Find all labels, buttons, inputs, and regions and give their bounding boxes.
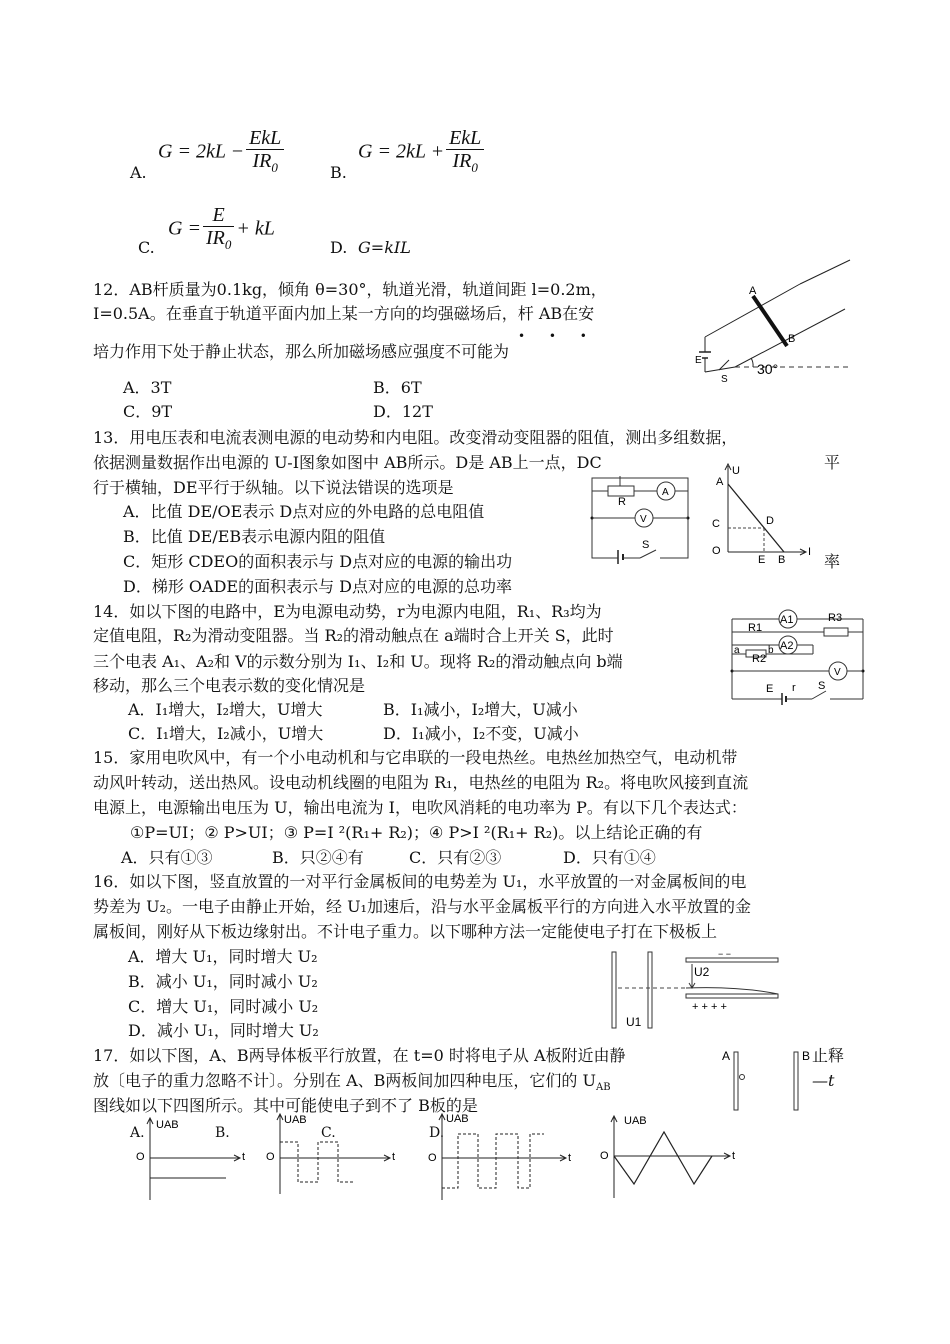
q12-label-a: A	[749, 285, 757, 297]
q13-line-2: 依据测量数据作出电源的 U-I图象如图中 AB所示。D是 AB上一点，DC	[93, 453, 602, 472]
q17-line-1: 17．如以下图，A、B两导体板平行放置，在 t=0 时将电子从 A板附近由静	[93, 1046, 626, 1065]
q17-graph-a	[130, 1112, 250, 1202]
q17-b-t: t	[392, 1151, 396, 1163]
q14-line-1: 14．如以下图的电路中，E为电源电动势，r为电源内电阻，R₁、R₃均为	[93, 602, 602, 621]
q12-label-b: B	[788, 333, 796, 345]
q13-option-c-tail: 率	[824, 552, 841, 571]
q16-line-3: 属板间，刚好从下板边缘射出。不计电子重力。以下哪种方法一定能使电子打在下极板上	[93, 922, 718, 941]
q13-circuit-a: A	[662, 487, 669, 498]
q11-option-d-label: D.	[330, 238, 348, 257]
q13-option-a: A．比值 DE/OE表示 D点对应的外电路的总电阻值	[123, 502, 485, 521]
q17-line-3: 图线如以下四图所示。其中可能使电子到不了 B板的是	[93, 1096, 478, 1115]
q17-d-uab: UAB	[624, 1115, 647, 1127]
q13-graph-b: B	[778, 554, 786, 566]
q12-rail-figure	[695, 262, 855, 387]
q12-line-3: 培力作用下处于静止状态，那么所加磁场感应强度不可能为	[93, 342, 510, 361]
q11-option-a-formula: G = 2kL − $\frac{\text{EkL}}{IR_0}$	[158, 127, 286, 179]
q17-b-o: O	[266, 1151, 275, 1163]
q14-circuit-s: S	[818, 680, 826, 692]
q13-graph-d: D	[766, 515, 774, 527]
q13-graph-i: I	[808, 546, 812, 558]
q17-graph-c	[428, 1110, 578, 1202]
q17-a-uab: UAB	[156, 1119, 179, 1131]
q14-circuit-r1: R1	[748, 622, 763, 634]
q13-circuit-s: S	[642, 539, 650, 551]
q17-c-o: O	[428, 1152, 437, 1164]
q14-circuit-b: b	[768, 645, 774, 656]
q13-line-2-tail: 平	[824, 453, 841, 472]
q14-circuit-v: V	[834, 667, 841, 678]
q15-option-c: C．只有②③	[409, 848, 502, 867]
q14-circuit-a1: A1	[780, 614, 794, 626]
q15-line-4: ①P=UI；② P>UI；③ P=I ²(R₁+ R₂)；④ P>I ²(R₁+ R₂)。以上结论正确的有	[130, 823, 703, 842]
q17-graph-b	[262, 1112, 402, 1202]
q11-option-c-label: C.	[138, 238, 155, 257]
q12-label-s: S	[721, 374, 728, 385]
q17-d-t: t	[732, 1150, 736, 1162]
q17-b-uab: UAB	[284, 1114, 307, 1126]
q16-line-1: 16．如以下图，竖直放置的一对平行金属板间的电势差为 U₁，水平放置的一对金属板间的电	[93, 872, 747, 891]
q16-option-b: B．减小 U₁，同时减小 U₂	[128, 972, 318, 991]
q13-line-1: 13．用电压表和电流表测电源的电动势和内电阻。改变滑动变阻器的阻值，测出多组数据，	[93, 428, 738, 447]
q17-line-2-tail: —t	[812, 1071, 835, 1090]
q17-graph-d	[598, 1110, 748, 1202]
q15-option-d: D．只有①④	[563, 848, 656, 867]
q17-option-a-label: A.	[130, 1125, 145, 1141]
q16-option-c: C．增大 U₁，同时减小 U₂	[128, 997, 319, 1016]
q14-circuit-e: E	[766, 683, 774, 695]
q13-graph-a: A	[716, 476, 724, 488]
q12-option-b: B．6T	[373, 378, 422, 397]
q12-option-c: C．9T	[123, 402, 173, 421]
q17-c-uab: UAB	[446, 1113, 469, 1125]
q12-angle-label: 30°	[757, 361, 779, 377]
q14-circuit-r2: R2	[752, 653, 767, 665]
q14-circuit-a: a	[734, 645, 740, 656]
q12-option-a: A．3T	[123, 378, 172, 397]
q14-option-c: C．I₁增大，I₂减小，U增大	[128, 724, 324, 743]
q13-circuit-v: V	[640, 514, 647, 525]
q17-plate-b: B	[802, 1049, 811, 1063]
q16-option-d: D．减小 U₁，同时增大 U₂	[128, 1021, 319, 1040]
q14-option-a: A．I₁增大，I₂增大，U增大	[128, 700, 323, 719]
q13-ui-graph	[706, 460, 821, 565]
q16-line-2: 势差为 U₂。一电子由静止开始，经 U₁加速后，沿与水平金属板平行的方向进入水平放置的金	[93, 897, 751, 916]
q14-option-d: D．I₁减小，I₂不变，U减小	[383, 724, 579, 743]
q13-graph-c: C	[712, 518, 720, 530]
q16-label-u1: U1	[626, 1015, 642, 1029]
q15-option-b: B．只②④有	[272, 848, 364, 867]
q16-minus-signs: − −	[718, 949, 732, 959]
q12-line-2: I=0.5A。在垂直于轨道平面内加上某一方向的均强磁场后，杆 AB在安	[93, 304, 595, 323]
q14-line-4: 移动，那么三个电表示数的变化情况是	[93, 676, 366, 695]
q17-option-d-label: D.	[429, 1125, 445, 1141]
q15-line-2: 动风叶转动，送出热风。设电动机线圈的电阻为 R₁，电热丝的电阻为 R₂。将电吹风接到直流	[93, 773, 749, 792]
q12-line-1: 12．AB杆质量为0.1kg，倾角 θ=30°，轨道光滑，轨道间距 l=0.2m，	[93, 280, 607, 299]
q14-circuit-figure	[728, 605, 868, 705]
q12-option-d: D．12T	[373, 402, 433, 421]
q11-option-c-formula: G = $\frac{E}{IR_0}$ + kL	[168, 204, 275, 252]
q17-option-c-label: C.	[321, 1125, 336, 1141]
q14-circuit-a2: A2	[780, 640, 794, 652]
q11-option-b-label: B.	[330, 163, 347, 182]
q12-emphasis-dots: • • •	[518, 329, 597, 343]
q17-line-1-tail: 止释	[812, 1046, 845, 1065]
q17-a-t: t	[242, 1151, 246, 1163]
q14-circuit-r: r	[792, 682, 796, 694]
q13-option-b: B．比值 DE/EB表示电源内阻的阻值	[123, 527, 386, 546]
q12-label-e: E	[695, 355, 702, 366]
q15-option-a: A．只有①③	[121, 848, 213, 867]
q17-a-o: O	[136, 1151, 145, 1163]
q16-plus-signs: + + + +	[692, 1001, 727, 1013]
q13-circuit-r: R	[618, 496, 626, 508]
q17-plate-a: A	[722, 1049, 731, 1063]
q13-option-d: D．梯形 OADE的面积表示与 D点对应的电源的总功率	[123, 577, 513, 596]
q17-line-2: 放〔电子的重力忽略不计〕。分别在 A、B两板间加四种电压，它们的 $U_{AB}$	[93, 1071, 611, 1094]
q16-label-u2: U2	[694, 965, 710, 979]
q13-graph-o: O	[712, 545, 721, 557]
q13-line-3: 行于横轴，DE平行于纵轴。以下说法错误的选项是	[93, 478, 454, 497]
q14-line-3: 三个电表 A₁、A₂和 V的示数分别为 I₁、I₂和 U。现将 R₂的滑动触点向 b端	[93, 652, 623, 671]
q13-circuit-figure	[590, 474, 700, 564]
q11-option-d-text: G=kIL	[358, 238, 411, 257]
q14-circuit-r3: R3	[828, 612, 843, 624]
q16-option-a: A．增大 U₁，同时增大 U₂	[128, 947, 318, 966]
q17-d-o: O	[600, 1150, 609, 1162]
q11-option-a-label: A.	[130, 163, 147, 182]
q15-line-3: 电源上，电源输出电压为 U，输出电流为 I，电吹风消耗的电功率为 P。有以下几个表达式：	[93, 798, 747, 817]
q17-option-b-label: B.	[215, 1125, 230, 1141]
q16-plates-figure	[608, 948, 783, 1033]
q13-graph-u: U	[732, 465, 740, 477]
q13-option-c: C．矩形 CDEO的面积表示与 D点对应的电源的输出功	[123, 552, 513, 571]
q15-line-1: 15．家用电吹风中，有一个小电动机和与它串联的一段电热丝。电热丝加热空气，电动机带	[93, 748, 738, 767]
q11-option-b-formula: G = 2kL + $\frac{\text{EkL}}{IR_0}$	[358, 127, 486, 179]
q14-line-2: 定值电阻，R₂为滑动变阻器。当 R₂的滑动触点在 a端时合上开关 S，此时	[93, 626, 614, 645]
q17-c-t: t	[568, 1152, 572, 1164]
q17-plates-figure	[720, 1046, 810, 1116]
q14-option-b: B．I₁减小，I₂增大，U减小	[383, 700, 578, 719]
q13-graph-e: E	[758, 554, 766, 566]
